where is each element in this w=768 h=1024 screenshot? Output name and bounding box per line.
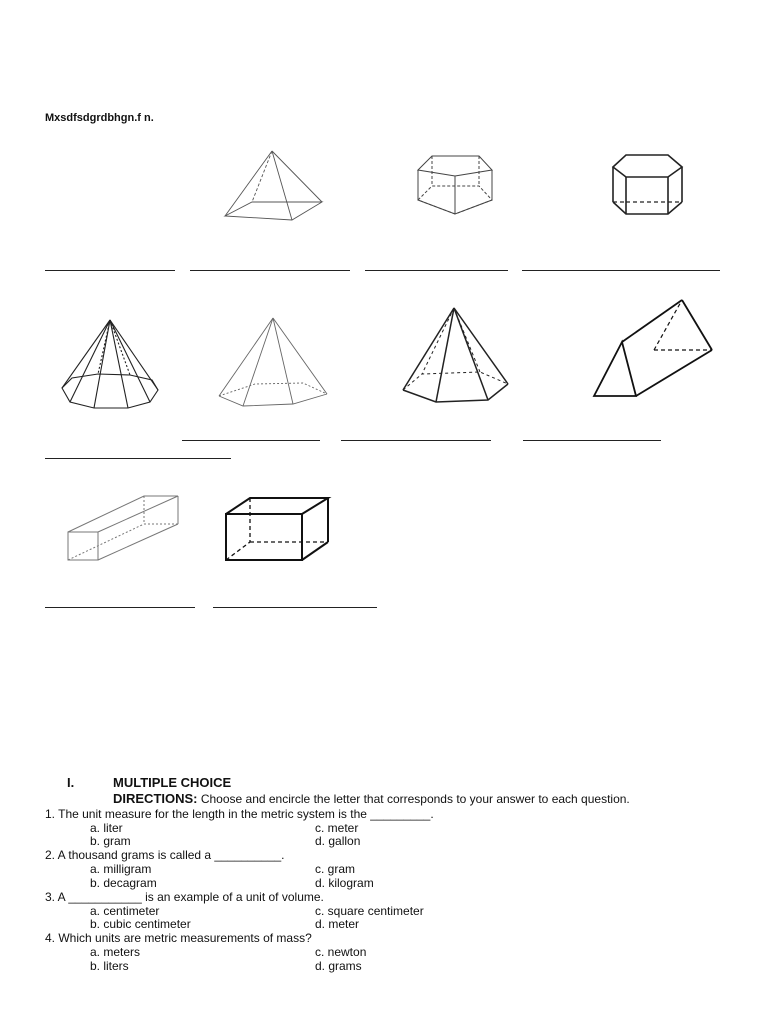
- option-d[interactable]: d. kilogram: [315, 876, 374, 890]
- section-number: I.: [67, 775, 75, 790]
- octagonal-pyramid-icon: [58, 318, 163, 410]
- option-c[interactable]: c. meter: [315, 821, 359, 835]
- option-c[interactable]: c. gram: [315, 862, 356, 876]
- option-a[interactable]: a. liter: [90, 821, 123, 835]
- option-d[interactable]: d. gallon: [315, 834, 361, 848]
- option-b[interactable]: b. gram: [90, 834, 131, 848]
- option-d[interactable]: d. meter: [315, 917, 360, 931]
- answer-blank[interactable]: [213, 607, 377, 608]
- answer-blank[interactable]: [341, 440, 491, 441]
- hexagonal-pyramid-icon: [400, 306, 512, 406]
- option-c[interactable]: c. newton: [315, 945, 367, 959]
- triangular-prism-icon: [592, 298, 717, 400]
- answer-blank[interactable]: [45, 607, 195, 608]
- option-b[interactable]: b. cubic centimeter: [90, 917, 191, 931]
- answer-blank[interactable]: [365, 270, 508, 271]
- answer-blank[interactable]: [45, 270, 175, 271]
- pentagonal-pyramid-outline-icon: [215, 316, 330, 408]
- answer-blank[interactable]: [45, 458, 231, 459]
- question-text: 4. Which units are metric measurements of mass?: [45, 931, 312, 945]
- question-text: 3. A ___________ is an example of a unit of volume.: [45, 890, 324, 904]
- option-c[interactable]: c. square centimeter: [315, 904, 424, 918]
- directions-label: DIRECTIONS:: [113, 791, 198, 806]
- directions: [113, 792, 630, 806]
- option-a[interactable]: a. centimeter: [90, 904, 160, 918]
- rectangular-prism-icon: [222, 494, 334, 564]
- option-b[interactable]: b. decagram: [90, 876, 157, 890]
- option-a[interactable]: a. meters: [90, 945, 141, 959]
- section-title: MULTIPLE CHOICE: [113, 775, 232, 790]
- pentagonal-prism-icon: [415, 152, 510, 217]
- answer-blank[interactable]: [182, 440, 320, 441]
- answer-blank[interactable]: [190, 270, 350, 271]
- answer-blank[interactable]: [523, 440, 661, 441]
- question-text: 2. A thousand grams is called a __________.: [45, 848, 285, 862]
- option-b[interactable]: b. liters: [90, 959, 129, 973]
- square-pyramid-icon: [222, 148, 332, 223]
- answer-blank[interactable]: [522, 270, 720, 271]
- hexagonal-prism-icon: [610, 152, 690, 217]
- worksheet-header: Mxsdfsdgrdbhgn.f n.: [45, 112, 154, 124]
- directions-text: Choose and encircle the letter that corresponds to your answer to each question.: [197, 792, 630, 806]
- question-text: 1. The unit measure for the length in the metric system is the _________.: [45, 807, 434, 821]
- square-prism-icon: [66, 492, 184, 562]
- option-d[interactable]: d. grams: [315, 959, 362, 973]
- option-a[interactable]: a. milligram: [90, 862, 152, 876]
